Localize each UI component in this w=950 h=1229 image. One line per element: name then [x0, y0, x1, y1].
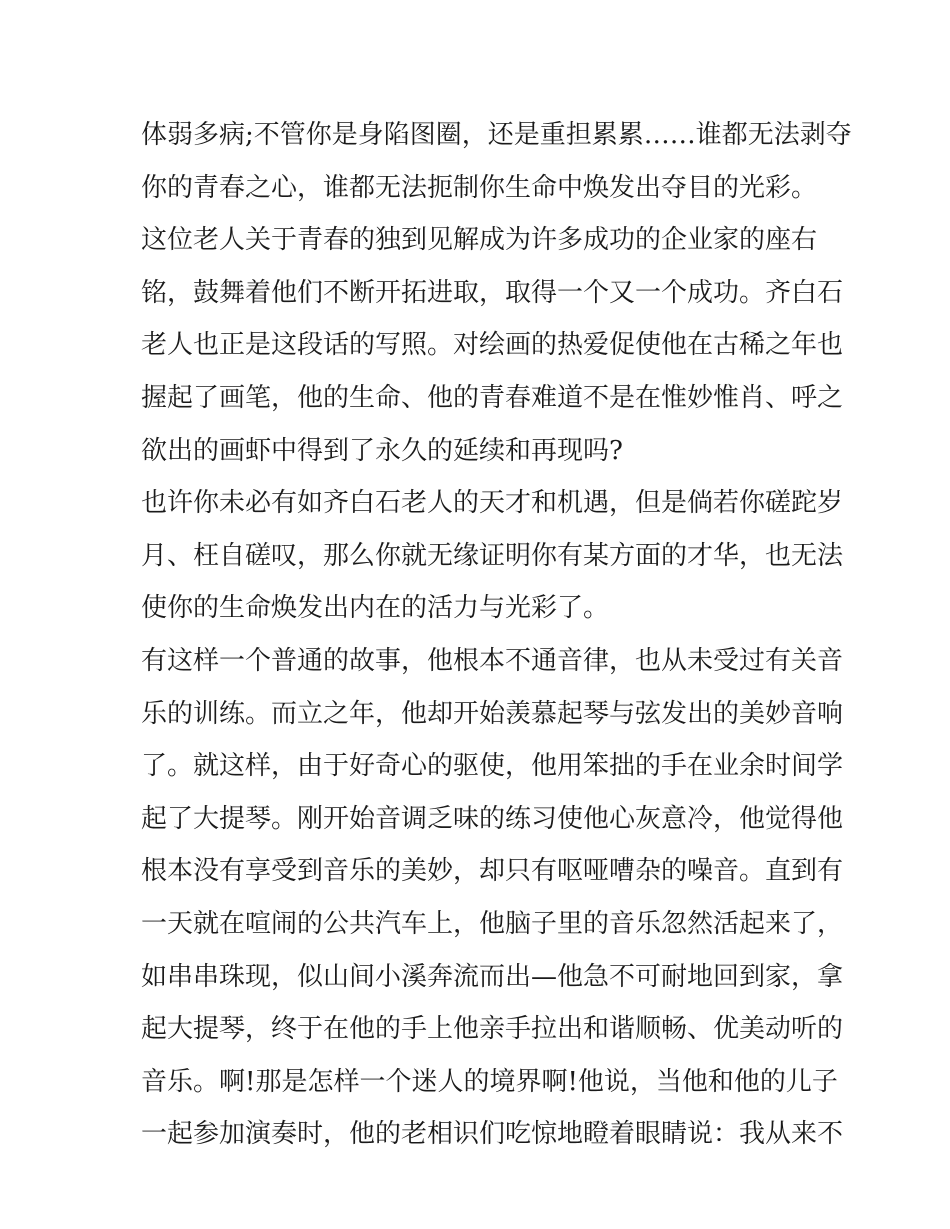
text-line-9: 月、枉自磋叹，那么你就无缘证明你有某方面的才华，也无法	[141, 540, 844, 571]
text-line-12: 乐的训练。而立之年，他却开始羡慕起琴与弦发出的美妙音响	[141, 698, 844, 729]
text-line-19: 音乐。啊!那是怎样一个迷人的境界啊!他说，当他和他的儿子	[141, 1066, 838, 1097]
text-line-8: 也许你未必有如齐白石老人的天才和机遇，但是倘若你磋跎岁	[141, 488, 844, 519]
text-line-18: 起大提琴，终于在他的手上他亲手拉出和谐顺畅、优美动听的	[141, 1014, 844, 1045]
body-text	[141, 109, 852, 1161]
text-line-7: 欲出的画虾中得到了永久的延续和再现吗?	[141, 435, 623, 466]
text-line-17: 如串串珠现，似山间小溪奔流而出—他急不可耐地回到家，拿	[141, 961, 844, 992]
text-line-5: 老人也正是这段话的写照。对绘画的热爱促使他在古稀之年也	[141, 330, 844, 361]
text-line-13: 了。就这样，由于好奇心的驱使，他用笨拙的手在业余时间学	[141, 751, 844, 782]
text-line-1: 体弱多病;不管你是身陷图圈，还是重担累累……谁都无法剥夺	[141, 120, 852, 150]
text-line-2: 你的青春之心，谁都无法扼制你生命中焕发出夺目的光彩。	[141, 172, 818, 203]
text-line-3: 这位老人关于青春的独到见解成为许多成功的企业家的座右	[141, 225, 818, 256]
text-line-6: 握起了画笔，他的生命、他的青春难道不是在惟妙惟肖、呼之	[141, 382, 844, 413]
text-line-14: 起了大提琴。刚开始音调乏味的练习使他心灰意冷，他觉得他	[141, 803, 844, 834]
text-line-4: 铭，鼓舞着他们不断开拓进取，取得一个又一个成功。齐白石	[141, 277, 844, 308]
text-line-15: 根本没有享受到音乐的美妙，却只有呕哑嘈杂的噪音。直到有	[141, 856, 844, 887]
text-line-11: 有这样一个普通的故事，他根本不通音律，也从未受过有关音	[141, 645, 844, 676]
text-line-20: 一起参加演奏时，他的老相识们吃惊地瞪着眼睛说：我从来不	[141, 1119, 844, 1150]
text-line-10: 使你的生命焕发出内在的活力与光彩了。	[141, 593, 610, 624]
text-line-16: 一天就在喧闹的公共汽车上，他脑子里的音乐忽然活起来了，	[141, 908, 844, 939]
